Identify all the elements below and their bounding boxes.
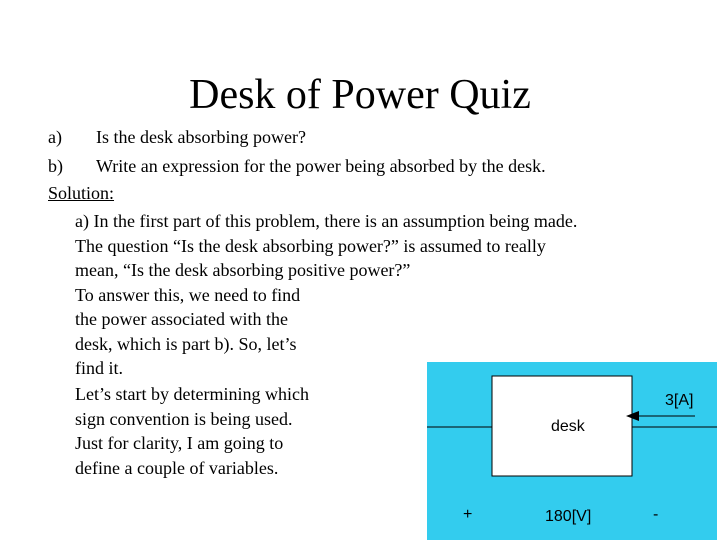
current-label: 3[A] [665, 392, 694, 409]
slide-title: Desk of Power Quiz [189, 72, 531, 118]
solution-line-3: mean, “Is the desk absorbing positive power?” [75, 260, 411, 280]
solution-line-4: To answer this, we need to find [75, 285, 301, 305]
solution-line-2: The question “Is the desk absorbing power?” is assumed to really [75, 236, 546, 256]
question-a-marker: a) [48, 127, 62, 147]
circuit-diagram [427, 362, 717, 540]
solution-line-1: a) In the first part of this problem, there is an assumption being made. [75, 211, 578, 231]
solution-line-6: desk, which is part b). So, let’s [75, 334, 297, 354]
plus-sign: + [463, 506, 473, 523]
question-b-marker: b) [48, 156, 63, 176]
solution-line-7: find it. [75, 358, 123, 378]
question-a-text: Is the desk absorbing power? [96, 127, 306, 147]
question-b-text: Write an expression for the power being absorbed by the desk. [96, 156, 546, 176]
desk-label: desk [551, 418, 585, 435]
voltage-label: 180[V] [545, 508, 592, 525]
solution-line-9: sign convention is being used. [75, 409, 293, 429]
solution-line-8: Let’s start by determining which [75, 384, 309, 404]
solution-line-5: the power associated with the [75, 309, 288, 329]
solution-line-10: Just for clarity, I am going to [75, 433, 284, 453]
solution-label: Solution: [48, 183, 115, 203]
solution-line-11: define a couple of variables. [75, 458, 279, 478]
minus-sign: - [653, 506, 659, 523]
